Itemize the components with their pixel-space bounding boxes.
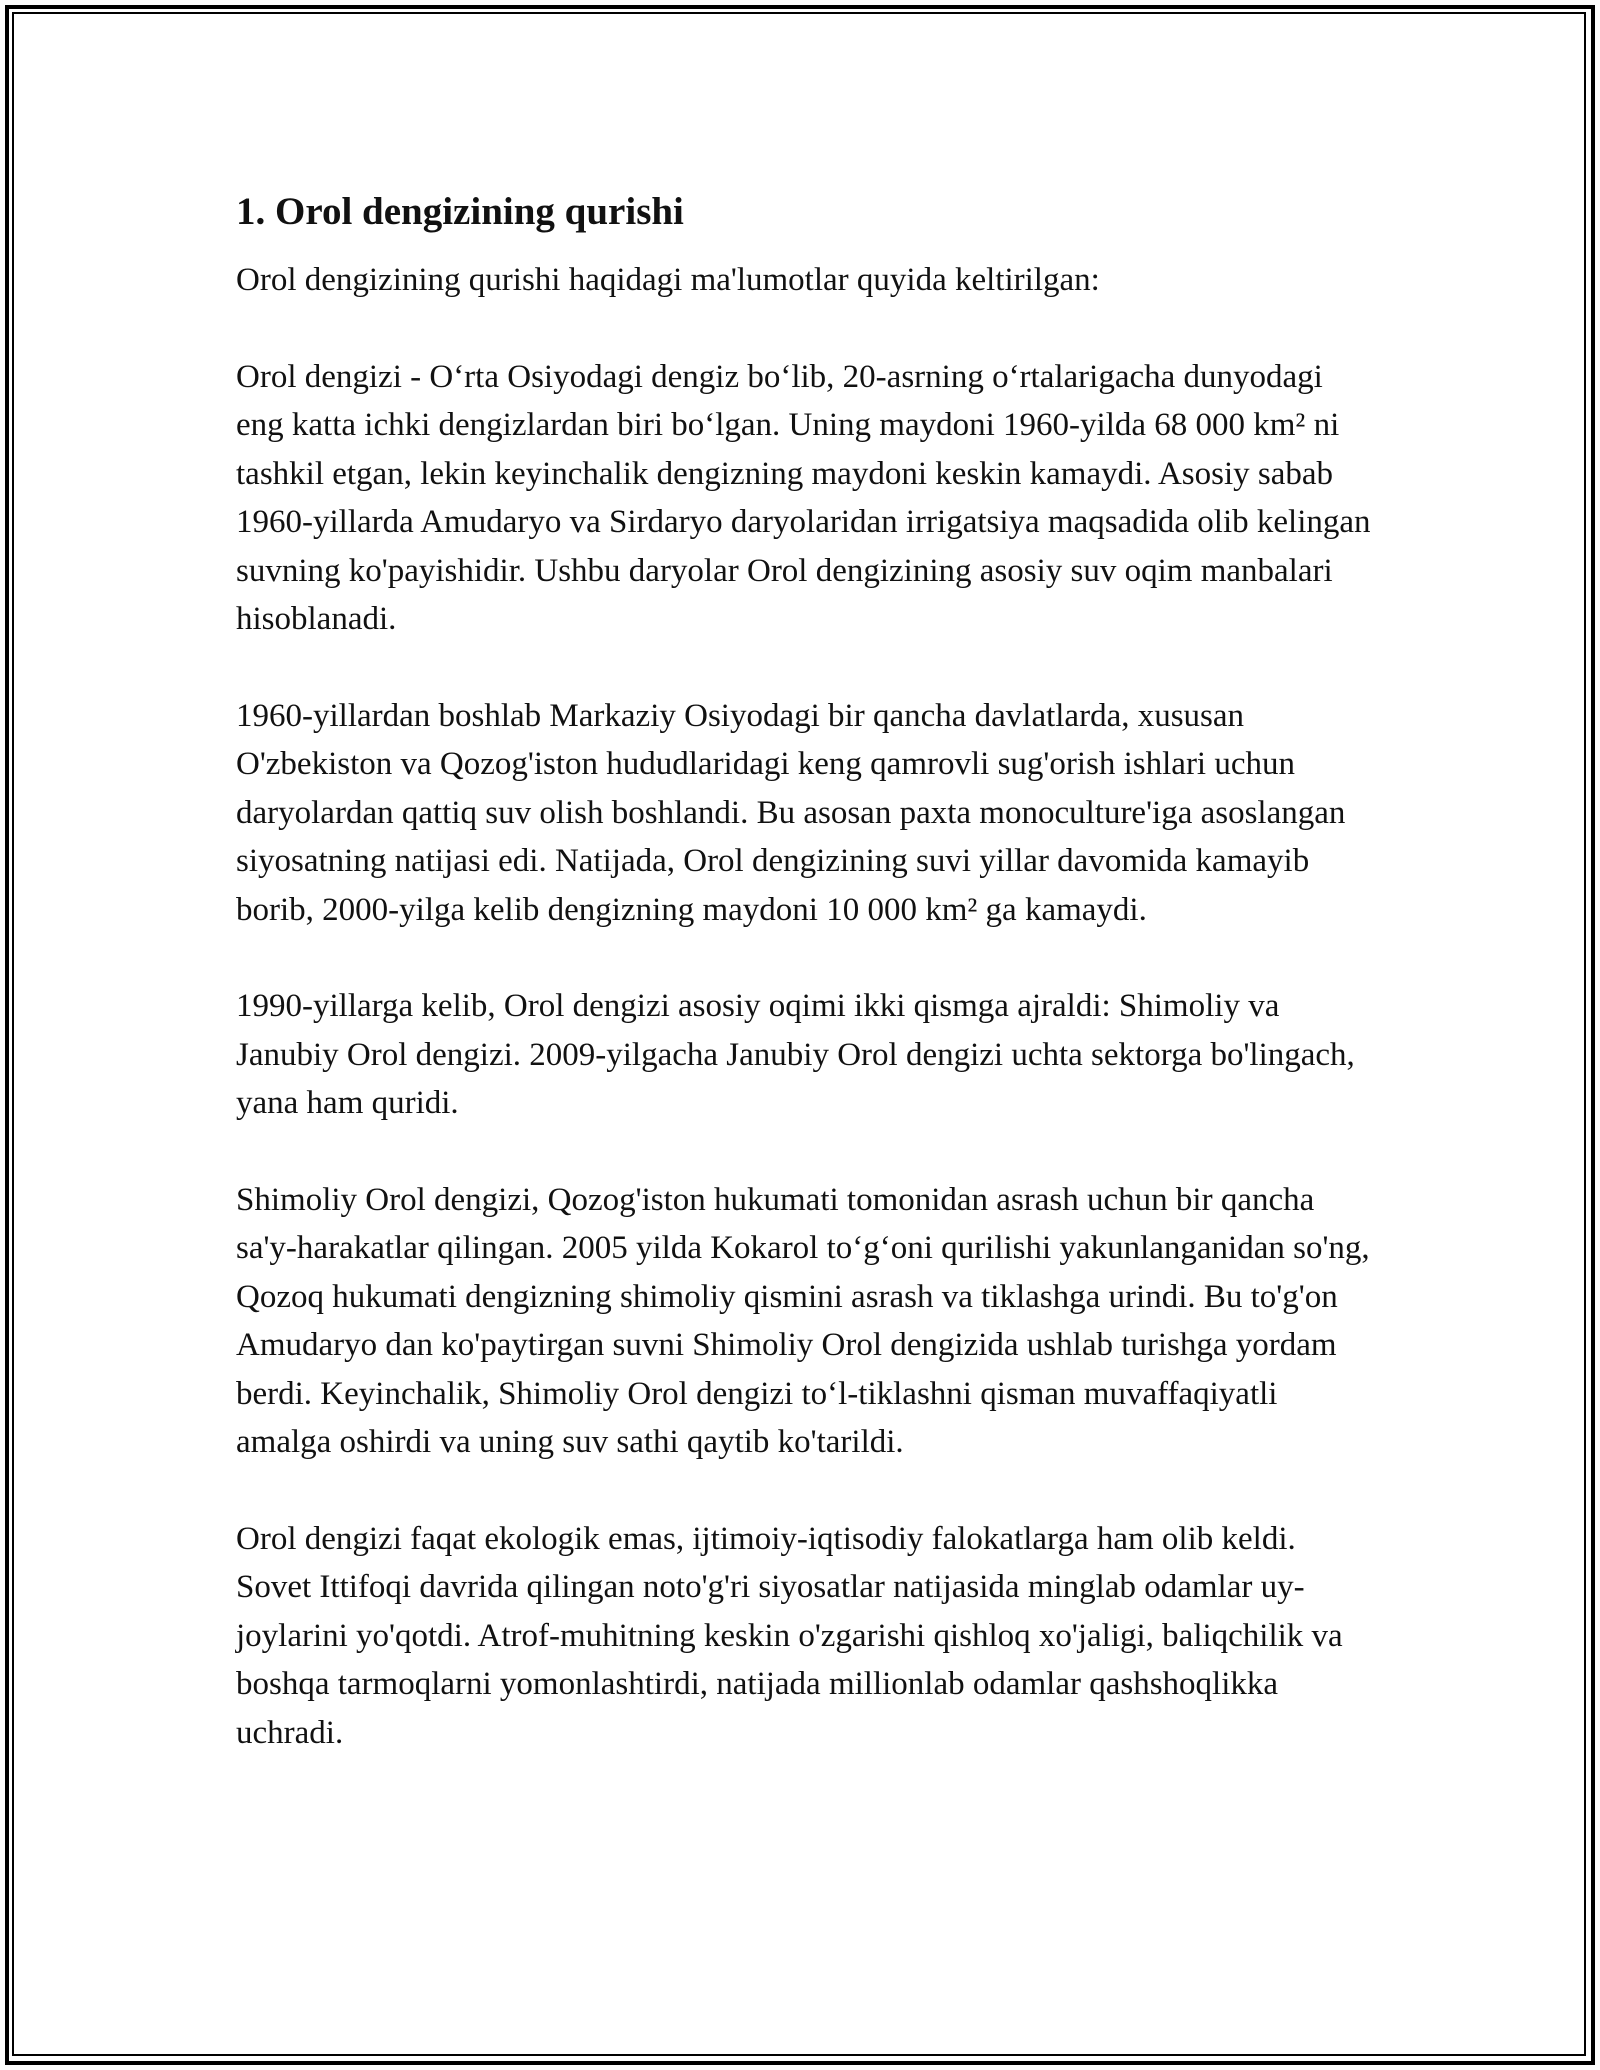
paragraph-overview: Orol dengizi - O‘rta Osiyodagi dengiz bo‘lib, 20-asrning o‘rtalarigacha dunyodagi eng katta ichki dengizlardan biri bo‘lgan. Uning maydoni 1960-yilda 68 000 km² ni tashkil etgan, lekin keyinchalik dengizning maydoni keskin kamaydi. Asosiy sabab 1960-yillarda Amudaryo va Sirdaryo daryolaridan irrigatsiya maqsadida olib kelingan suvning ko'payishidir. Ushbu daryolar Orol dengizining asosiy suv oqim manbalari hisoblanadi. [236, 358, 1371, 637]
paragraph-split: 1990-yillarga kelib, Orol dengizi asosiy oqimi ikki qismga ajraldi: Shimoliy va Janubiy Orol dengizi. 2009-yilgacha Janubiy Orol dengizi uchta sektorga bo'lingach, yana ham quridi. [236, 988, 1355, 1121]
intro-paragraph: Orol dengizining qurishi haqidagi ma'lumotlar quyida keltirilgan: [236, 262, 1100, 298]
document-body [236, 186, 1376, 1805]
section-heading: 1. Orol dengizining qurishi [236, 190, 684, 233]
paragraph-irrigation: 1960-yillardan boshlab Markaziy Osiyodagi bir qancha davlatlarda, xususan O'zbekiston va Qozog'iston hududlaridagi keng qamrovli sug'orish ishlari uchun daryolardan qattiq suv olish boshlandi. Bu asosan paxta monoculture'iga asoslangan siyosatning natijasi edi. Natijada, Orol dengizining suvi yillar davomida kamayib borib, 2000-yilga kelib dengizning maydoni 10 000 km² ga kamaydi. [236, 697, 1346, 928]
paragraph-north-restoration: Shimoliy Orol dengizi, Qozog'iston hukumati tomonidan asrash uchun bir qancha sa'y-harakatlar qilingan. 2005 yilda Kokarol to‘g‘oni qurilishi yakunlanganidan so'ng, Qozoq hukumati dengizning shimoliy qismini asrash va tiklashga urindi. Bu to'g'on Amudaryo dan ko'paytirgan suvni Shimoliy Orol dengizida ushlab turishga yordam berdi. Keyinchalik, Shimoliy Orol dengizi to‘l-tiklashni qisman muvaffaqiyatli amalga oshirdi va uning suv sathi qaytib ko'tarildi. [236, 1181, 1370, 1460]
paragraph-consequences: Orol dengizi faqat ekologik emas, ijtimoiy-iqtisodiy falokatlarga ham olib keldi. Sovet Ittifoqi davrida qilingan noto'g'ri siyosatlar natijasida minglab odamlar uy-joylarini yo'qotdi. Atrof-muhitning keskin o'zgarishi qishloq xo'jaligi, baliqchilik va boshqa tarmoqlarni yomonlashtirdi, natijada millionlab odamlar qashshoqlikka uchradi. [236, 1520, 1343, 1751]
